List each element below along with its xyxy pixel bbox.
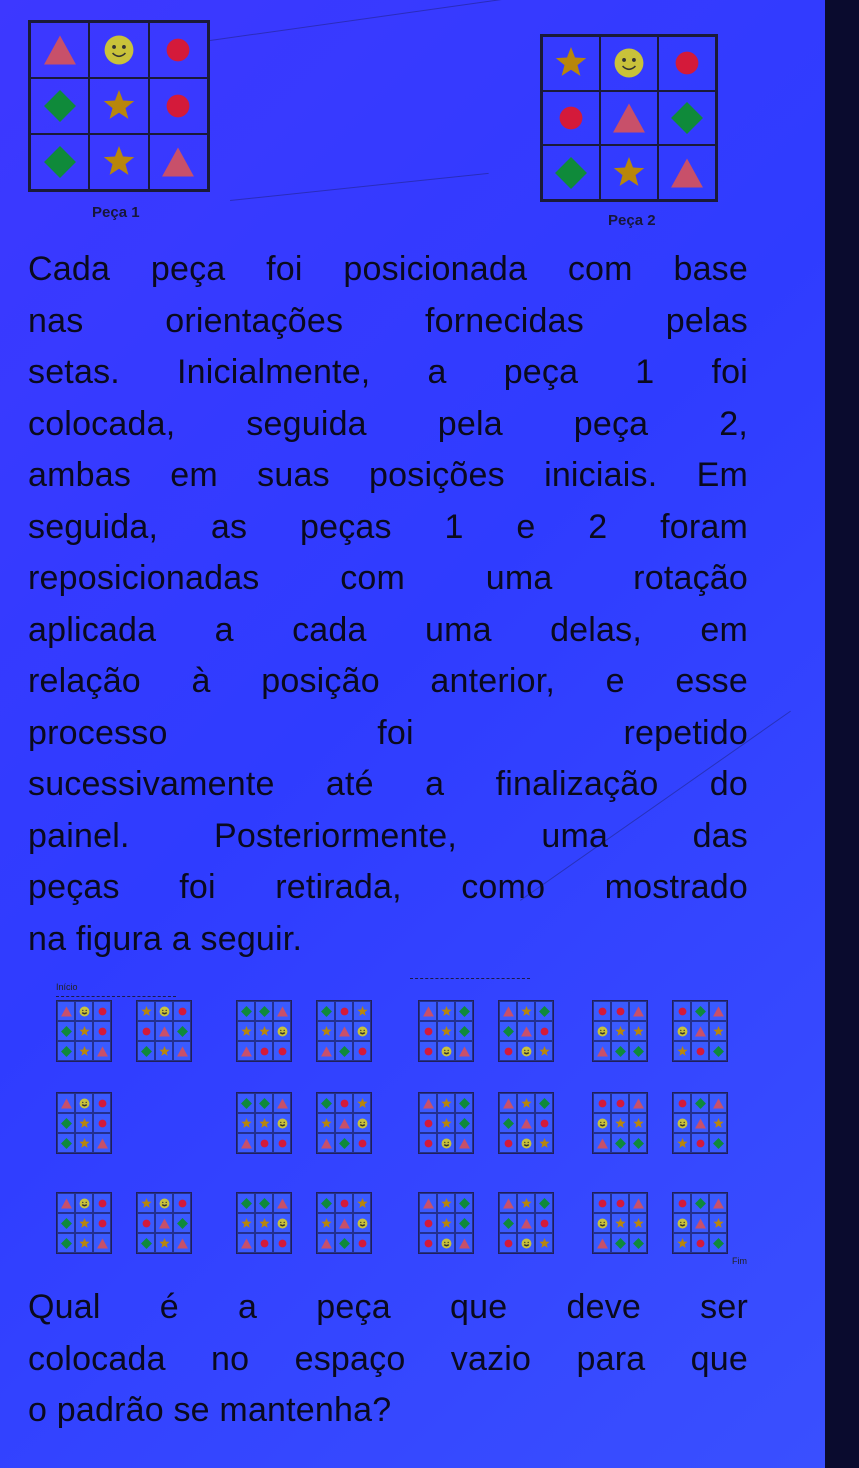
diamond-icon [709, 1133, 727, 1153]
star-icon [629, 1021, 647, 1041]
diamond-icon [629, 1041, 647, 1061]
diamond-icon [335, 1233, 353, 1253]
text-line: reposicionadas com uma rotação [28, 559, 748, 597]
triangle-icon [593, 1233, 611, 1253]
circle-icon [93, 1021, 111, 1041]
star-icon [75, 1021, 93, 1041]
triangle-icon [691, 1113, 709, 1133]
star-icon [535, 1233, 553, 1253]
triangle-icon [273, 1093, 291, 1113]
triangle-icon [455, 1133, 473, 1153]
star-icon [629, 1113, 647, 1133]
smiley-icon [437, 1233, 455, 1253]
text-line: o padrão se mantenha? [28, 1391, 392, 1429]
circle-icon [535, 1213, 553, 1233]
star-icon [317, 1021, 335, 1041]
triangle-icon [691, 1213, 709, 1233]
diamond-icon [499, 1213, 517, 1233]
circle-icon [535, 1021, 553, 1041]
question-paragraph [28, 1282, 748, 1437]
smiley-icon [437, 1133, 455, 1153]
star-icon [353, 1001, 371, 1021]
star-icon [353, 1193, 371, 1213]
diamond-icon [455, 1213, 473, 1233]
triangle-icon [499, 1001, 517, 1021]
star-icon [437, 1213, 455, 1233]
star-icon [673, 1041, 691, 1061]
text-line: Cada peça foi posicionada com base [28, 250, 748, 288]
triangle-icon [499, 1093, 517, 1113]
star-icon [629, 1213, 647, 1233]
circle-icon [255, 1233, 273, 1253]
diamond-icon [499, 1113, 517, 1133]
triangle-icon [499, 1193, 517, 1213]
circle-icon [658, 36, 716, 91]
screen-crack [210, 0, 537, 41]
star-icon [317, 1113, 335, 1133]
mosaic-block [316, 1000, 372, 1062]
triangle-icon [455, 1041, 473, 1061]
circle-icon [691, 1133, 709, 1153]
smiley-icon [600, 36, 658, 91]
triangle-icon [600, 91, 658, 146]
star-icon [75, 1133, 93, 1153]
diamond-icon [317, 1193, 335, 1213]
smiley-icon [75, 1001, 93, 1021]
diamond-icon [237, 1093, 255, 1113]
panel-end-label: Fim [732, 1256, 747, 1266]
triangle-icon [593, 1041, 611, 1061]
star-icon [237, 1021, 255, 1041]
screen-crack [230, 173, 489, 201]
triangle-icon [93, 1233, 111, 1253]
circle-icon [149, 78, 208, 134]
triangle-icon [57, 1001, 75, 1021]
diamond-icon [629, 1133, 647, 1153]
mosaic-block [418, 1000, 474, 1062]
diamond-icon [455, 1021, 473, 1041]
triangle-icon [237, 1041, 255, 1061]
triangle-icon [709, 1093, 727, 1113]
circle-icon [149, 22, 208, 78]
circle-icon [335, 1193, 353, 1213]
circle-icon [499, 1133, 517, 1153]
star-icon [255, 1113, 273, 1133]
triangle-icon [658, 145, 716, 200]
circle-icon [611, 1193, 629, 1213]
diamond-icon [255, 1193, 273, 1213]
diamond-icon [691, 1093, 709, 1113]
text-line: na figura a seguir. [28, 919, 303, 958]
diamond-icon [455, 1093, 473, 1113]
smiley-icon [517, 1041, 535, 1061]
smiley-icon [75, 1193, 93, 1213]
triangle-icon [709, 1193, 727, 1213]
mosaic-block [136, 1000, 192, 1062]
smiley-icon [517, 1233, 535, 1253]
mosaic-block [498, 1000, 554, 1062]
triangle-icon [155, 1213, 173, 1233]
smiley-icon [155, 1001, 173, 1021]
diamond-icon [57, 1041, 75, 1061]
triangle-icon [517, 1213, 535, 1233]
circle-icon [499, 1041, 517, 1061]
diamond-icon [455, 1193, 473, 1213]
problem-paragraph [28, 244, 748, 965]
panel-arrow-top-right [410, 978, 530, 979]
device-edge [825, 0, 859, 1468]
smiley-icon [673, 1213, 691, 1233]
text-line: setas. Inicialmente, a peça 1 foi [28, 353, 748, 391]
triangle-icon [237, 1233, 255, 1253]
triangle-icon [173, 1233, 191, 1253]
diamond-icon [237, 1193, 255, 1213]
circle-icon [273, 1041, 291, 1061]
star-icon [89, 78, 148, 134]
star-icon [542, 36, 600, 91]
piece-2-caption: Peça 2 [608, 212, 656, 229]
star-icon [673, 1133, 691, 1153]
star-icon [611, 1021, 629, 1041]
diamond-icon [255, 1001, 273, 1021]
smiley-icon [353, 1213, 371, 1233]
triangle-icon [455, 1233, 473, 1253]
triangle-icon [335, 1213, 353, 1233]
triangle-icon [149, 134, 208, 190]
circle-icon [137, 1021, 155, 1041]
mosaic-block [418, 1192, 474, 1254]
triangle-icon [517, 1021, 535, 1041]
diamond-icon [611, 1133, 629, 1153]
mosaic-block [316, 1092, 372, 1154]
panel-start-label: Início [56, 982, 78, 992]
mosaic-block [672, 1192, 728, 1254]
circle-icon [673, 1093, 691, 1113]
diamond-icon [30, 78, 89, 134]
triangle-icon [93, 1133, 111, 1153]
mosaic-block [316, 1192, 372, 1254]
star-icon [437, 1113, 455, 1133]
circle-icon [499, 1233, 517, 1253]
text-line: aplicada a cada uma delas, em [28, 610, 748, 649]
circle-icon [93, 1113, 111, 1133]
circle-icon [173, 1193, 191, 1213]
star-icon [517, 1001, 535, 1021]
circle-icon [93, 1093, 111, 1113]
panel-arrow-top [56, 996, 176, 997]
diamond-icon [691, 1001, 709, 1021]
diamond-icon [57, 1113, 75, 1133]
mosaic-block [498, 1092, 554, 1154]
star-icon [155, 1233, 173, 1253]
smiley-icon [517, 1133, 535, 1153]
circle-icon [593, 1093, 611, 1113]
circle-icon [419, 1021, 437, 1041]
diamond-icon [709, 1233, 727, 1253]
circle-icon [273, 1133, 291, 1153]
triangle-icon [709, 1001, 727, 1021]
smiley-icon [673, 1021, 691, 1041]
diamond-icon [255, 1093, 273, 1113]
mosaic-block [56, 1192, 112, 1254]
triangle-icon [30, 22, 89, 78]
smiley-icon [593, 1113, 611, 1133]
triangle-icon [93, 1041, 111, 1061]
diamond-icon [57, 1213, 75, 1233]
diamond-icon [535, 1193, 553, 1213]
circle-icon [542, 91, 600, 146]
diamond-icon [629, 1233, 647, 1253]
circle-icon [335, 1093, 353, 1113]
circle-icon [273, 1233, 291, 1253]
smiley-icon [89, 22, 148, 78]
smiley-icon [273, 1021, 291, 1041]
diamond-icon [542, 145, 600, 200]
triangle-icon [629, 1093, 647, 1113]
text-line: relação à posição anterior, e esse [28, 662, 748, 700]
circle-icon [419, 1113, 437, 1133]
star-icon [611, 1213, 629, 1233]
mosaic-block [236, 1092, 292, 1154]
star-icon [255, 1213, 273, 1233]
circle-icon [419, 1233, 437, 1253]
mosaic-block [672, 1092, 728, 1154]
circle-icon [611, 1093, 629, 1113]
diamond-icon [237, 1001, 255, 1021]
triangle-icon [273, 1001, 291, 1021]
circle-icon [593, 1193, 611, 1213]
circle-icon [93, 1193, 111, 1213]
piece-1-caption: Peça 1 [92, 204, 140, 221]
text-line: seguida, as peças 1 e 2 foram [28, 507, 748, 546]
circle-icon [255, 1041, 273, 1061]
triangle-icon [273, 1193, 291, 1213]
triangle-icon [237, 1133, 255, 1153]
text-line: painel. Posteriormente, uma das [28, 816, 748, 855]
circle-icon [673, 1193, 691, 1213]
mosaic-block [592, 1192, 648, 1254]
circle-icon [353, 1133, 371, 1153]
smiley-icon [353, 1021, 371, 1041]
star-icon [89, 134, 148, 190]
diamond-icon [658, 91, 716, 146]
triangle-icon [419, 1093, 437, 1113]
star-icon [75, 1113, 93, 1133]
text-line: colocada, seguida pela peça 2, [28, 404, 748, 443]
triangle-icon [419, 1193, 437, 1213]
circle-icon [419, 1041, 437, 1061]
text-line: ambas em suas posições iniciais. Em [28, 456, 748, 494]
star-icon [155, 1041, 173, 1061]
triangle-icon [517, 1113, 535, 1133]
star-icon [75, 1041, 93, 1061]
diamond-icon [137, 1233, 155, 1253]
mosaic-block [136, 1192, 192, 1254]
triangle-icon [629, 1193, 647, 1213]
star-icon [673, 1233, 691, 1253]
smiley-icon [593, 1213, 611, 1233]
triangle-icon [317, 1133, 335, 1153]
diamond-icon [499, 1021, 517, 1041]
star-icon [709, 1021, 727, 1041]
circle-icon [419, 1213, 437, 1233]
triangle-icon [173, 1041, 191, 1061]
star-icon [709, 1113, 727, 1133]
smiley-icon [353, 1113, 371, 1133]
star-icon [611, 1113, 629, 1133]
triangle-icon [593, 1133, 611, 1153]
smiley-icon [273, 1113, 291, 1133]
triangle-icon [335, 1021, 353, 1041]
triangle-icon [57, 1093, 75, 1113]
triangle-icon [335, 1113, 353, 1133]
diamond-icon [611, 1233, 629, 1253]
circle-icon [137, 1213, 155, 1233]
smiley-icon [593, 1021, 611, 1041]
star-icon [353, 1093, 371, 1113]
diamond-icon [137, 1041, 155, 1061]
diamond-icon [335, 1041, 353, 1061]
diamond-icon [709, 1041, 727, 1061]
circle-icon [673, 1001, 691, 1021]
star-icon [517, 1093, 535, 1113]
triangle-icon [57, 1193, 75, 1213]
circle-icon [691, 1041, 709, 1061]
star-icon [709, 1213, 727, 1233]
diamond-icon [691, 1193, 709, 1213]
circle-icon [173, 1001, 191, 1021]
diamond-icon [57, 1233, 75, 1253]
triangle-icon [317, 1041, 335, 1061]
mosaic-block [592, 1092, 648, 1154]
mosaic-block [236, 1000, 292, 1062]
text-line: nas orientações fornecidas pelas [28, 301, 748, 340]
star-icon [535, 1133, 553, 1153]
smiley-icon [75, 1093, 93, 1113]
star-icon [535, 1041, 553, 1061]
star-icon [437, 1193, 455, 1213]
circle-icon [611, 1001, 629, 1021]
mosaic-block [592, 1000, 648, 1062]
triangle-icon [419, 1001, 437, 1021]
star-icon [137, 1193, 155, 1213]
triangle-icon [155, 1021, 173, 1041]
star-icon [137, 1001, 155, 1021]
triangle-icon [629, 1001, 647, 1021]
circle-icon [535, 1113, 553, 1133]
star-icon [600, 145, 658, 200]
circle-icon [593, 1001, 611, 1021]
star-icon [317, 1213, 335, 1233]
circle-icon [353, 1041, 371, 1061]
smiley-icon [155, 1193, 173, 1213]
diamond-icon [317, 1001, 335, 1021]
diamond-icon [455, 1001, 473, 1021]
circle-icon [335, 1001, 353, 1021]
mosaic-block [418, 1092, 474, 1154]
mosaic-block [672, 1000, 728, 1062]
diamond-icon [30, 134, 89, 190]
diamond-icon [611, 1041, 629, 1061]
mosaic-block [56, 1092, 112, 1154]
circle-icon [691, 1233, 709, 1253]
star-icon [517, 1193, 535, 1213]
diamond-icon [535, 1001, 553, 1021]
smiley-icon [273, 1213, 291, 1233]
smiley-icon [437, 1041, 455, 1061]
diamond-icon [455, 1113, 473, 1133]
circle-icon [419, 1133, 437, 1153]
circle-icon [93, 1001, 111, 1021]
smiley-icon [673, 1113, 691, 1133]
star-icon [75, 1213, 93, 1233]
mosaic-block [56, 1000, 112, 1062]
text-line: processo foi repetido [28, 713, 748, 752]
diamond-icon [335, 1133, 353, 1153]
circle-icon [93, 1213, 111, 1233]
star-icon [237, 1213, 255, 1233]
triangle-icon [317, 1233, 335, 1253]
diamond-icon [57, 1021, 75, 1041]
text-line: sucessivamente até a finalização do [28, 765, 748, 803]
triangle-icon [691, 1021, 709, 1041]
diamond-icon [57, 1133, 75, 1153]
star-icon [437, 1001, 455, 1021]
circle-icon [353, 1233, 371, 1253]
text-line: colocada no espaço vazio para que [28, 1339, 748, 1378]
diamond-icon [173, 1213, 191, 1233]
circle-icon [255, 1133, 273, 1153]
star-icon [75, 1233, 93, 1253]
star-icon [437, 1021, 455, 1041]
mosaic-block [498, 1192, 554, 1254]
star-icon [437, 1093, 455, 1113]
star-icon [237, 1113, 255, 1133]
diamond-icon [173, 1021, 191, 1041]
piece-1-grid [28, 20, 210, 192]
diamond-icon [317, 1093, 335, 1113]
mosaic-block [236, 1192, 292, 1254]
text-line: peças foi retirada, como mostrado [28, 868, 748, 906]
piece-2-grid [540, 34, 718, 202]
diamond-icon [535, 1093, 553, 1113]
text-line: Qual é a peça que deve ser [28, 1288, 748, 1326]
star-icon [255, 1021, 273, 1041]
